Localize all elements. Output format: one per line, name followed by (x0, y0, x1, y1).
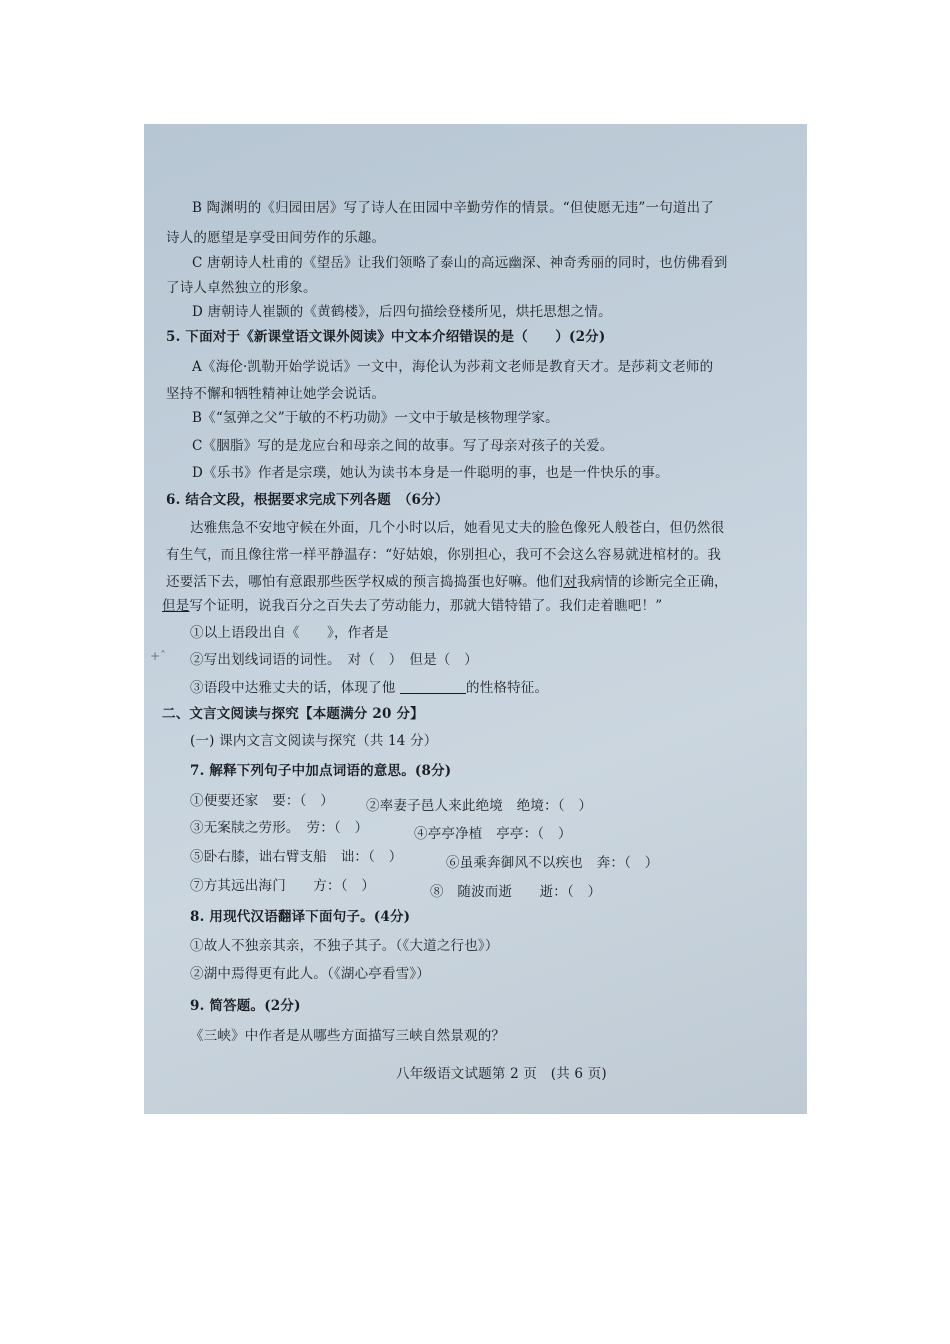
q9-question: 《三峡》中作者是从哪些方面描写三峡自然景观的？ (190, 1028, 506, 1044)
q8-sentence-2: ②湖中焉得更有此人。（《湖心亭看雪》） (190, 966, 431, 982)
q7-item-6: ⑥虽乘奔御风不以疾也 奔：（ ） (446, 855, 659, 871)
q7-stem: 7. 解释下列句子中加点词语的意思。(8分) (190, 763, 452, 779)
q6-stem: 6. 结合文段，根据要求完成下列各题 （6分） (166, 492, 449, 508)
q4-option-b-line2: 诗人的愿望是享受田间劳作的乐趣。 (166, 230, 386, 246)
q4-option-b-line1: B 陶渊明的《归园田居》写了诗人在田园中辛勤劳作的情景。“但使愿无违”一句道出了 (192, 200, 715, 216)
q6-passage-line3-text-a: 还要活下去，哪怕有意跟那些医学权威的预言捣捣蛋也好嘛。他们 (166, 574, 564, 590)
q6-passage-line2: 有生气，而且像往常一样平静温存：“好姑娘，你别担心，我可不会这么容易就进棺材的。我 (166, 547, 722, 563)
q7-item-2: ②率妻子邑人来此绝境 绝境：（ ） (366, 798, 593, 814)
q9-stem: 9. 简答题。(2分) (190, 998, 301, 1014)
q5-option-c: C《胭脂》写的是龙应台和母亲之间的故事。写了母亲对孩子的关爱。 (192, 438, 614, 454)
q7-item-7: ⑦方其远出海门 方：（ ） (190, 878, 376, 894)
q7-item-5: ⑤卧右膝，诎右臂支船 诎：（ ） (190, 849, 403, 865)
q5-option-a-line2: 坚持不懈和牺牲精神让她学会说话。 (166, 386, 386, 402)
q5-option-b: B《“氢弹之父”于敏的不朽功勋》一文中于敏是核物理学家。 (192, 410, 559, 426)
q6-subquestion-3-text-a: ③语段中达雅丈夫的话，体现了他 (190, 680, 396, 696)
q6-subquestion-2: ②写出划线词语的词性。 对（ ） 但是（ ） (190, 652, 478, 668)
q7-item-1: ①便要还家 要：（ ） (190, 793, 334, 809)
q4-option-c-line2: 了诗人卓然独立的形象。 (166, 280, 317, 296)
pencil-mark: +ˆ (150, 649, 167, 663)
q4-option-d: D 唐朝诗人崔颢的《黄鹤楼》，后四句描绘登楼所见，烘托思想之情。 (192, 304, 612, 320)
q6-passage-line1: 达雅焦急不安地守候在外面，几个小时以后，她看见丈夫的脸色像死人般苍白，但仍然很 (190, 520, 725, 536)
q5-option-d: D《乐书》作者是宗璞，她认为读书本身是一件聪明的事，也是一件快乐的事。 (192, 465, 669, 481)
q6-subquestion-3 (190, 676, 548, 696)
q4-option-c-line1: C 唐朝诗人杜甫的《望岳》让我们领略了泰山的高远幽深、神奇秀丽的同时，也仿佛看到 (192, 255, 728, 271)
underlined-word-danshi: 但是 (162, 598, 190, 614)
q5-stem: 5. 下面对于《新课堂语文课外阅读》中文本介绍错误的是（ ）(2分) (166, 329, 606, 345)
q8-sentence-1: ①故人不独亲其亲，不独子其子。（《大道之行也》） (190, 938, 499, 954)
q6-passage-line4-text: 写个证明，说我百分之百失去了劳动能力，那就大错特错了。我们走着瞧吧！” (189, 598, 663, 614)
q7-item-8: ⑧ 随波而逝 逝：（ ） (430, 884, 602, 900)
q8-stem: 8. 用现代汉语翻译下面句子。(4分) (190, 909, 411, 925)
underlined-word-dui: 对 (563, 574, 578, 590)
q7-item-3: ③无案牍之劳形。 劳：（ ） (190, 820, 369, 836)
answer-blank[interactable] (400, 679, 466, 694)
q6-passage-line3-text-b: 我病情的诊断完全正确， (577, 574, 728, 590)
section-2-title: 二、文言文阅读与探究【本题满分 20 分】 (162, 706, 424, 722)
q7-item-4: ④亭亭净植 亭亭：（ ） (414, 826, 572, 842)
page-footer: 八年级语文试题第 2 页 (共 6 页) (396, 1066, 607, 1082)
q6-passage-line4 (162, 594, 662, 614)
q6-subquestion-1: ①以上语段出自《 》，作者是 (190, 625, 389, 641)
q5-option-a-line1: A《海伦·凯勒开始学说话》一文中，海伦认为莎莉文老师是教育天才。是莎莉文老师的 (192, 359, 714, 375)
q6-passage-line3 (166, 570, 728, 590)
section-2-subtitle: (一) 课内文言文阅读与探究（共 14 分） (190, 733, 438, 749)
q6-subquestion-3-text-b: 的性格特征。 (466, 680, 549, 696)
